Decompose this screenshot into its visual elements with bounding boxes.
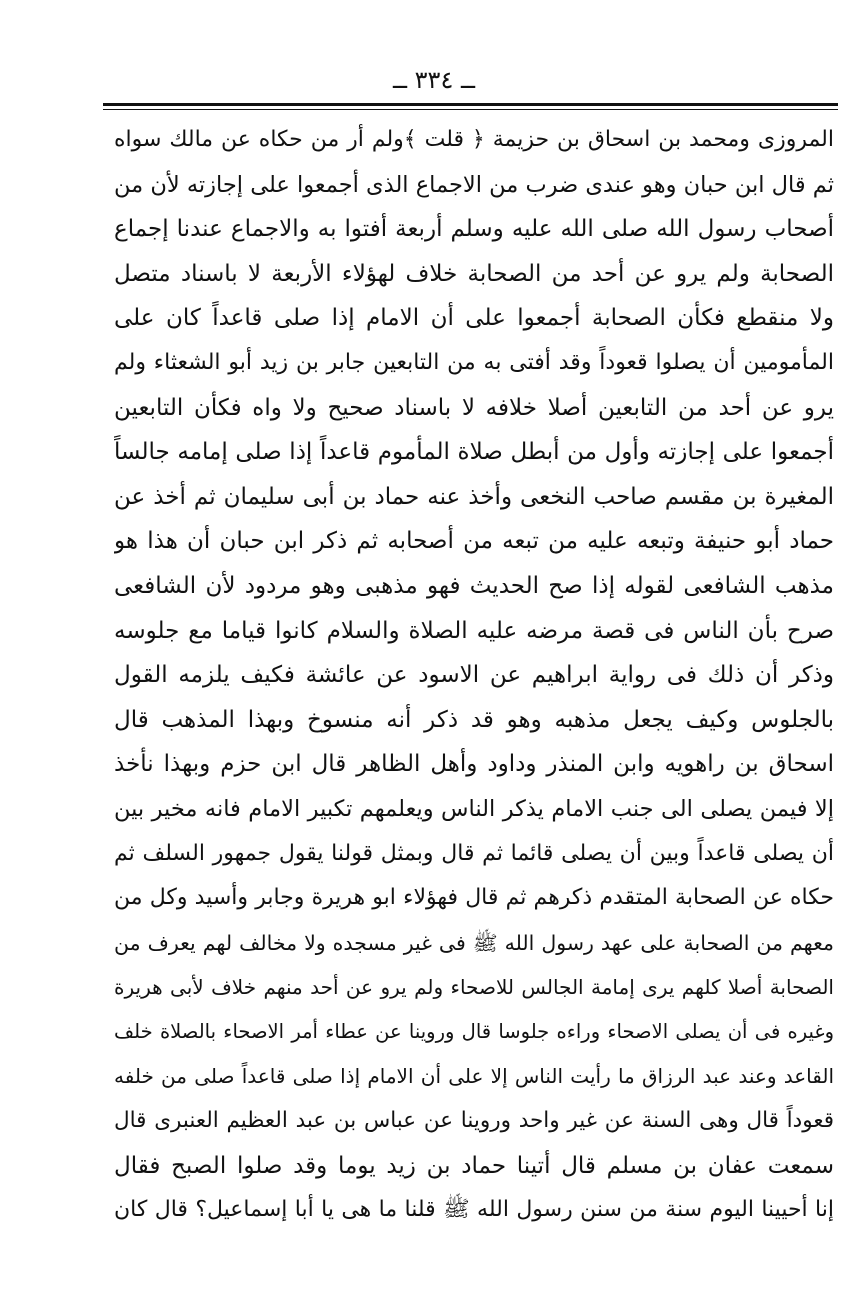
text-line: سمعت عفان بن مسلم قال أتينا حماد بن زيد يوما وقد صلوا الصبح فقال xyxy=(114,1152,834,1179)
text-line: اسحاق بن راهويه وابن المنذر وداود وأهل الظاهر قال ابن حزم وبهذا نأخذ xyxy=(114,751,834,778)
page-header xyxy=(0,62,868,98)
text-line: ثم قال ابن حبان وهو عندى ضرب من الاجماع الذى أجمعوا على إجازته لأن من xyxy=(114,171,834,198)
text-line: حكاه عن الصحابة المتقدم ذكرهم ثم قال فهؤلاء ابو هريرة وجابر وأسيد وكل من xyxy=(114,885,834,911)
text-line: وغيره فى أن يصلى الاصحاء وراءه جلوسا قال وروينا عن عطاء أمر الاصحاء بالصلاة خلف xyxy=(114,1019,834,1043)
text-line: يرو عن أحد من التابعين أصلا خلافه لا باسناد صحيح ولا واه فكأن التابعين xyxy=(114,394,834,421)
page-number: ــ ٣٣٤ ــ xyxy=(392,66,476,94)
header-rule-thin xyxy=(103,109,838,110)
text-line: صرح بأن الناس فى قصة مرضه عليه الصلاة والسلام كانوا قياما مع جلوسه xyxy=(114,617,834,644)
text-line: المروزى ومحمد بن اسحاق بن حزيمة ﴿ قلت ﴾ولم أر من حكاه عن مالك سواه xyxy=(114,127,834,152)
text-line: أن يصلى قاعداً وبين أن يصلى قائما ثم قال وبمثل قولنا يقول جمهور السلف ثم xyxy=(114,840,834,866)
text-line: إنا أحيينا اليوم سنة من سنن رسول الله ﷺ قلنا ما هى يا أبا إسماعيل؟ قال كان xyxy=(114,1197,834,1223)
text-line: بالجلوس وكيف يجعل مذهبه وهو قد ذكر أنه منسوخ وبهذا المذهب قال xyxy=(114,706,834,733)
text-line: المأمومين أن يصلوا قعوداً وقد أفتى به من التابعين جابر بن زيد أبو الشعثاء ولم xyxy=(114,349,834,375)
text-line: قعوداً قال وهى السنة عن غير واحد وروينا عن عباس بن عبد العظيم العنبرى قال xyxy=(114,1108,834,1134)
text-line: ولا منقطع فكأن الصحابة أجمعوا على أن الامام إذا صلى قاعداً كان على xyxy=(114,305,834,332)
text-line: معهم من الصحابة على عهد رسول الله ﷺ فى غير مسجده ولا مخالف لهم يعرف من xyxy=(114,930,834,955)
text-line: إلا فيمن يصلى الى جنب الامام يذكر الناس ويعلمهم تكبير الامام فانه مخير بين xyxy=(114,795,834,822)
text-line: الصحابة ولم يرو عن أحد من الصحابة خلاف لهؤلاء الأربعة لا باسناد متصل xyxy=(114,260,834,287)
text-line: أصحاب رسول الله صلى الله عليه وسلم أربعة أفتوا به والاجماع عندنا إجماع xyxy=(114,216,834,243)
text-line: وذكر أن ذلك فى رواية ابراهيم عن الاسود عن عائشة فكيف يلزمه القول xyxy=(114,662,834,689)
header-rule-thick xyxy=(103,103,838,106)
text-line: حماد أبو حنيفة وتبعه عليه من تبعه من أصحابه ثم ذكر ابن حبان أن هذا هو xyxy=(114,528,834,555)
text-line: مذهب الشافعى لقوله إذا صح الحديث فهو مذهبى وهو مردود لأن الشافعى xyxy=(114,572,834,599)
text-line: أجمعوا على إجازته وأول من أبطل صلاة المأموم قاعداً إذا صلى إمامه جالساً xyxy=(114,439,834,466)
text-line: الصحابة أصلا كلهم يرى إمامة الجالس للاصحاء ولم يرو عن أحد منهم خلاف لأبى هريرة xyxy=(114,975,834,1000)
text-line: القاعد وعند عبد الرزاق ما رأيت الناس إلا على أن الامام إذا صلى قاعداً صلى من خلفه xyxy=(114,1064,834,1089)
body-text xyxy=(114,118,834,1233)
text-line: المغيرة بن مقسم صاحب النخعى وأخذ عنه حماد بن أبى سليمان ثم أخذ عن xyxy=(114,483,834,510)
